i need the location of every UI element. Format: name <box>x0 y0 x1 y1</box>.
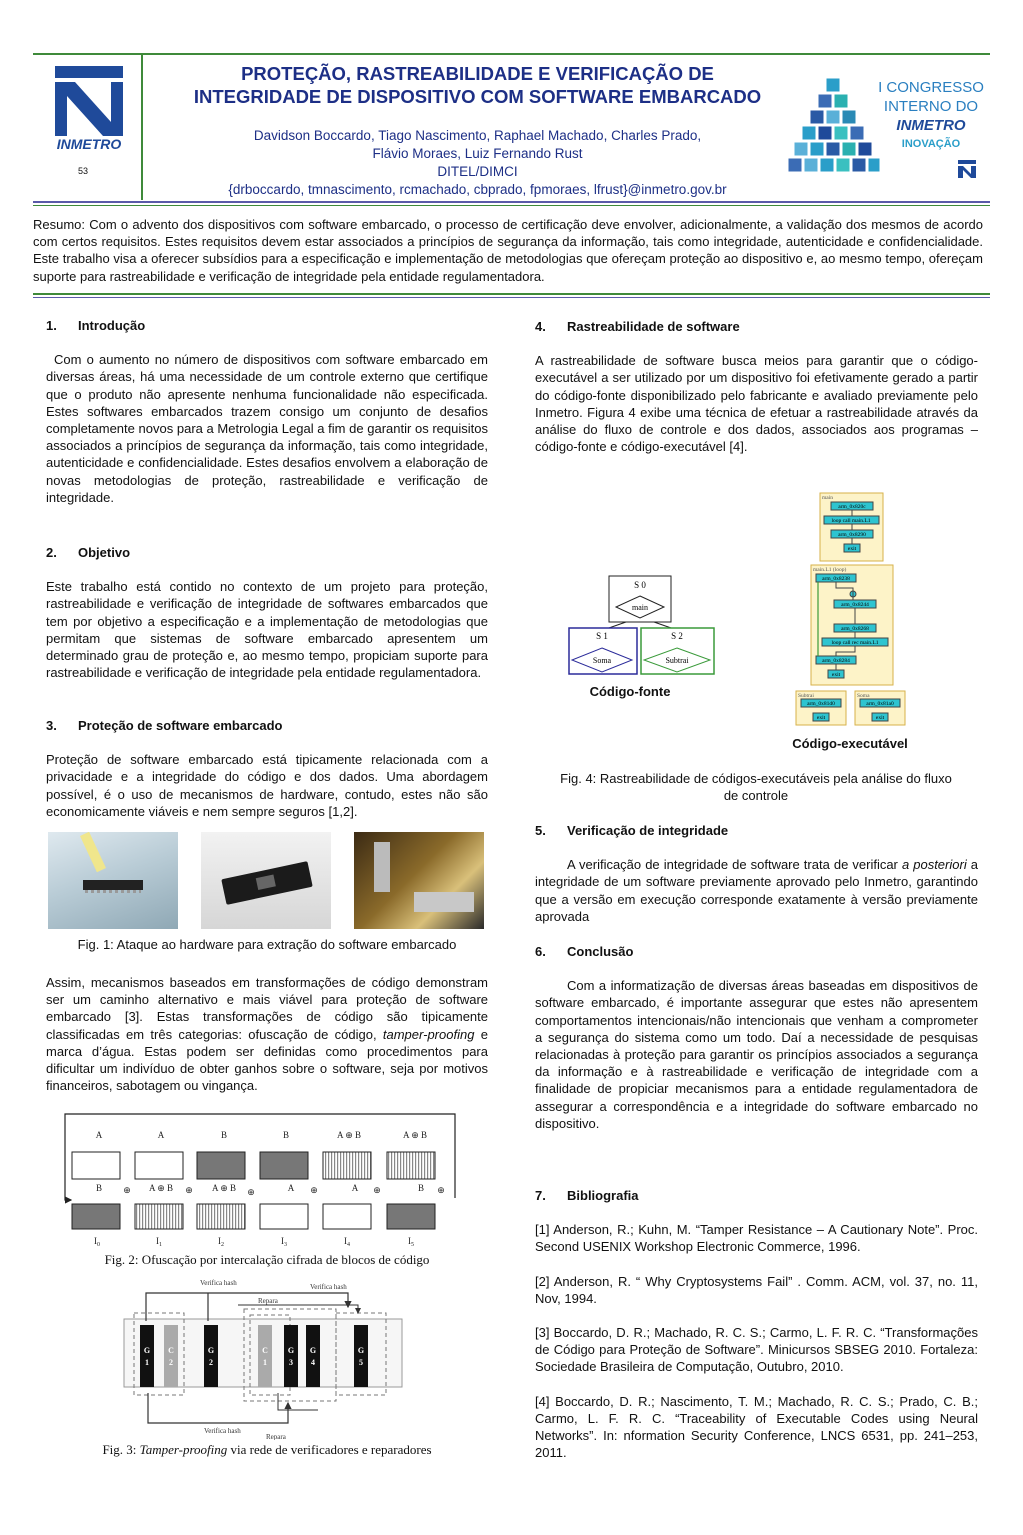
fig4-caption: Fig. 4: Rastreabilidade de códigos-executáveis pela análise do fluxo de controle <box>560 771 952 803</box>
section-verificacao <box>535 822 978 925</box>
fig2-top-label-5: A ⊕ B <box>402 1130 428 1140</box>
fig4-exe-soma-title: Soma <box>857 693 870 699</box>
fig2-top-block-5 <box>387 1152 435 1179</box>
section-heading: 4. Rastreabilidade de software <box>535 319 740 334</box>
fig2-bottom-label-2: $I_2$ <box>218 1236 224 1248</box>
chip-probe-photo <box>48 832 178 929</box>
fig2-mid-label-5: B <box>417 1183 425 1193</box>
page-number: 53 <box>78 166 89 176</box>
section-heading: 3. Proteção de software embarcado <box>46 718 283 733</box>
fig4-exe-soma-node-1: exit <box>875 715 885 721</box>
congress-line2: INTERNO DO <box>883 98 979 115</box>
fig3-label-verifica-top2: Verifica hash <box>310 1283 347 1291</box>
fig4-exe-loop-node-4: arm_0x8284 <box>822 658 850 664</box>
fig2-top-label-4: A ⊕ B <box>336 1130 362 1140</box>
fig3-label-verifica-bottom: Verifica hash <box>204 1427 241 1435</box>
svg-text:2: 2 <box>209 1358 213 1367</box>
fig2-xor-4: ⊕ <box>373 1185 381 1195</box>
fig2-top-block-2 <box>197 1152 245 1179</box>
svg-text:G: G <box>143 1346 151 1355</box>
cube-pyramid-icon <box>786 68 881 183</box>
fig2-top-label-3: B <box>282 1130 290 1140</box>
lab-equipment-photo <box>354 832 484 929</box>
abstract-green-rule <box>33 293 990 295</box>
congress-line4: INOVAÇÃO <box>901 138 961 150</box>
fig4-soma: Soma <box>592 656 612 665</box>
fig4-exe-loop-node-5: exit <box>831 672 841 678</box>
fig4-source-label: Código-fonte <box>589 684 671 699</box>
fig2-bottom-label-0: $I_0$ <box>94 1236 100 1248</box>
fig2-caption: Fig. 2: Ofuscação por intercalação cifrada de blocos de código <box>104 1252 430 1267</box>
fig4-diagram <box>560 488 920 753</box>
congress-line1: I CONGRESSO <box>878 79 984 96</box>
fig2-bottom-block-0 <box>72 1204 120 1229</box>
fig4-exe-main-node-2: arm_0x8290 <box>838 532 866 538</box>
reference-item: [4] Boccardo, D. R.; Nascimento, T. M.; Machado, R. C. S.; Prado, C. B.; Carmo, L. F. R. C. “Traceability of Executable Codes using Neural Networks”. In: nformation Security Conference, LNCS 6531, pp. 241–253, 2011. <box>535 1393 978 1461</box>
fig2-bottom-block-4 <box>323 1204 371 1229</box>
fig3-label-verifica-top: Verifica hash <box>200 1279 237 1287</box>
fig2-top-label-2: B <box>220 1130 228 1140</box>
fig2-bottom-block-3 <box>260 1204 308 1229</box>
fig2-xor-5: ⊕ <box>437 1185 445 1195</box>
section-text: Com a informatização de diversas áreas baseadas em dispositivos de software embarcado, é importante assegurar que estes não apresentem comportamentos intencionais/não intencionais que venham a comprometer a segurança do sistema como um todo. Daí a necessidade de pesquisas relacionadas à proteção para garantir os princípios associados a segurança da informação e à rastreabilidade e verificação de integridade com a finalidade de propiciar mecanismos para a entidade regulamentadora de assegurar a correspondência e a integridade do software embarcado no dispositivo. <box>535 978 978 1131</box>
fig4-exe-loop-node-2: arm_0x8268 <box>841 626 869 632</box>
fig2-top-label-1: A <box>157 1130 165 1140</box>
fig4-exe-main-node-1: loop call main.L1 <box>831 518 871 524</box>
fig2-bottom-label-4: $I_4$ <box>344 1236 350 1248</box>
fig3-block-g3 <box>284 1325 298 1387</box>
congress-logo <box>786 68 986 188</box>
svg-text:C: C <box>168 1346 174 1355</box>
svg-text:G: G <box>309 1346 317 1355</box>
fig3-block-g5 <box>354 1325 368 1387</box>
fig4-exe-sub-node-1: exit <box>816 715 826 721</box>
svg-text:4: 4 <box>311 1358 315 1367</box>
fig2-bottom-label-3: $I_3$ <box>281 1236 287 1248</box>
congress-line3: INMETRO <box>896 117 966 134</box>
reference-item: [3] Boccardo, D. R.; Machado, R. C. S.; Carmo, L. F. R. C. “Transformações de Código para Proteção de Software”. Minicursos SBSEG 2010. Fortaleza: Sociedade Brasileira de Computação, Outubro, 2010. <box>535 1325 978 1375</box>
fig4-subtrai: Subtrai <box>665 656 689 665</box>
section-protecao <box>46 717 488 820</box>
fig4-exe-main-title: main <box>822 495 833 501</box>
section-protecao-cont: Assim, mecanismos baseados em transformações de código demonstram ser um caminho alternativo e mais viável para proteção de software embarcado [3]. Estas transformações de código são tipicamente classificadas em três categorias: ofuscação de código, tamper-proofing e marca d’água. Estas podem ser definidas como procedimentos para dificultar um indivíduo de obter ganhos sobre o software, seja por motivos financeiros, sabotagem ou vingança. <box>46 975 488 1094</box>
svg-text:G: G <box>357 1346 365 1355</box>
fig2-xor-0: ⊕ <box>123 1185 131 1195</box>
svg-text:5: 5 <box>359 1358 363 1367</box>
fig2-mid-label-3: A <box>287 1183 295 1193</box>
fig3-block-g4 <box>306 1325 320 1387</box>
fig2-diagram <box>55 1110 465 1250</box>
section-text: Este trabalho está contido no contexto de um projeto para proteção, rastreabilidade e verificação de integridade de softwares embarcados que tem por objetivo a especificação e a implementação de metodologias que permitam que sistemas de software embarcado apresentem um determinado grau de proteção e, ao mesmo tempo, propiciam suporte para rastreabilidade e verificação de integridade pela entidade regulamentadora. <box>46 579 488 681</box>
fig3-label-repara-bottom: Repara <box>266 1433 286 1440</box>
fig3-block-g1 <box>140 1325 154 1387</box>
chip-photo <box>201 832 331 929</box>
fig4-s1: S 1 <box>596 631 608 641</box>
abstract: Resumo: Com o advento dos dispositivos com software embarcado, o processo de certificação deve envolver, adicionalmente, a validação dos mesmos de acordo com certos requisitos. Estes requisitos devem estar associados a princípios de segurança da informação, tais como integridade, autenticidade e confidencialidade. Este trabalho visa a oferecer subsídios para a especificação e implementação de metodologias que ofereçam proteção ao dispositivo e, ao mesmo tempo, ofereçam suporte para rastreabilidade e verificação de integridade pela entidade regulamentadora. <box>33 217 983 284</box>
fig2-top-block-0 <box>72 1152 120 1179</box>
page-title: PROTEÇÃO, RASTREABILIDADE E VERIFICAÇÃO DE INTEGRIDADE DE DISPOSITIVO COM SOFTWARE EMBARCADO <box>193 63 762 107</box>
section-heading: 5. Verificação de integridade <box>535 823 729 838</box>
section-text: A rastreabilidade de software busca meios para garantir que o código-executável a ser utilizado por um dispositivo foi efetivamente gerado a partir do código-fonte disponibilizado pelo fabricante e avaliado previamente pelo Inmetro. Figura 4 exibe uma técnica de efetuar a rastreabilidade através da análise do fluxo de controle e dos dados, associados aos programas – código-fonte e código-executável [4]. <box>535 353 978 455</box>
fig2-top-label-0: A <box>95 1130 103 1140</box>
fig2-xor-3: ⊕ <box>310 1185 318 1195</box>
fig4-exe-main-node-0: arm_0x820c <box>838 504 866 510</box>
header-green-rule <box>33 205 990 206</box>
reference-item: [2] Anderson, R. “ Why Cryptosystems Fail” . Comm. ACM, vol. 37, no. 11, Nov, 1994. <box>535 1273 978 1306</box>
fig2-bottom-label-1: $I_1$ <box>156 1236 162 1248</box>
section-objetivo <box>46 544 488 681</box>
svg-text:3: 3 <box>289 1358 293 1367</box>
fig4-exe-sub-node-0: arm_0x81d0 <box>807 701 835 707</box>
fig4-exe-loop-node-3: loop call rec main.L1 <box>831 640 879 646</box>
fig4-exe-sub-title: Subtrai <box>798 693 814 699</box>
svg-text:C: C <box>262 1346 268 1355</box>
fig4-exe-loop-title: main.L1 (loop) <box>813 567 847 573</box>
header-purple-rule <box>33 201 990 203</box>
section-text: Proteção de software embarcado está tipicamente relacionada com a privacidade e a integridade do código e dos dados. Uma abordagem possível, é o uso de mecanismos de hardware, contudo, estes não são economicamente viáveis e nem sempre seguros [1,2]. <box>46 752 488 819</box>
reference-item: [1] Anderson, R.; Kuhn, M. “Tamper Resistance – A Cautionary Note”. Proc. Second USENIX Workshop Electronic Commerce, 1996. <box>535 1222 978 1255</box>
fig3-diagram <box>118 1275 408 1440</box>
inmetro-small-icon <box>956 160 978 180</box>
svg-text:G: G <box>207 1346 215 1355</box>
section-conclusao <box>535 943 978 1132</box>
inmetro-logo-text: INMETRO <box>56 136 122 152</box>
section-text: A verificação de integridade de software trata de verificar a posteriori a integridade de um software previamente aprovado pelo Inmetro, garantindo que a versão em execução corresponde exatamente à versão previamente aprovada <box>535 857 979 924</box>
fig4-exe-soma-node-0: arm_0x81a0 <box>866 701 894 707</box>
fig4-exe-label: Código-executável <box>792 736 908 751</box>
section-heading: 7. Bibliografia <box>535 1188 639 1203</box>
fig4-s0: S 0 <box>634 580 646 590</box>
fig3-label-repara-top: Repara <box>258 1297 278 1305</box>
fig2-bottom-block-2 <box>197 1204 245 1229</box>
fig3-block-c1 <box>258 1325 272 1387</box>
section-heading: 1. Introdução <box>46 318 146 333</box>
fig2-xor-1: ⊕ <box>185 1185 193 1195</box>
svg-text:2: 2 <box>169 1358 173 1367</box>
top-green-rule <box>33 53 990 55</box>
svg-text:G: G <box>287 1346 295 1355</box>
fig2-top-block-1 <box>135 1152 183 1179</box>
section-introducao <box>46 317 488 506</box>
fig2-top-block-3 <box>260 1152 308 1179</box>
section-heading: 2. Objetivo <box>46 545 131 560</box>
svg-text:1: 1 <box>145 1358 149 1367</box>
fig1-caption: Fig. 1: Ataque ao hardware para extração do software embarcado <box>77 937 457 952</box>
fig2-mid-label-2: A ⊕ B <box>211 1183 237 1193</box>
fig2-bottom-label-5: $I_5$ <box>408 1236 414 1248</box>
abstract-purple-rule <box>33 297 990 298</box>
section-text: Com o aumento no número de dispositivos com software embarcado em diversas áreas, há uma necessidade de um controle externo que certifique que o produto não apresente nenhuma funcionalidade não especificada. Estes softwares embarcados trazem consigo um conjunto de desafios completamente novos para a Metrologia Legal a fim de garantir os requisitos associados a princípios de segurança da informação, tais como integridade, autenticidade e confidencialidade. Estes desafios envolvem a elaboração de novas metodologias de proteção, rastreabilidade e verificação de integridade. <box>46 352 488 505</box>
svg-text:1: 1 <box>263 1358 267 1367</box>
fig4-exe-main-node-3: exit <box>847 546 857 552</box>
fig2-xor-2: ⊕ <box>247 1187 255 1197</box>
fig4-main: main <box>632 603 648 612</box>
fig2-mid-label-0: B <box>95 1183 103 1193</box>
section-bibliografia <box>535 1187 978 1461</box>
fig4-exe-loop-node-0: arm_0x8238 <box>822 576 850 582</box>
fig3-caption: Fig. 3: Tamper-proofing via rede de verificadores e reparadores <box>102 1442 432 1457</box>
fig4-s2: S 2 <box>671 631 683 641</box>
section-heading: 6. Conclusão <box>535 944 634 959</box>
header-divider <box>141 55 143 200</box>
fig2-bottom-block-1 <box>135 1204 183 1229</box>
fig2-mid-label-1: A ⊕ B <box>148 1183 174 1193</box>
authors-block: Davidson Boccardo, Tiago Nascimento, Raphael Machado, Charles Prado, Flávio Moraes, Luiz Fernando Rust DITEL/DIMCI {drboccardo, tmnascimento, rcmachado, cbprado, fpmoraes, lfrust}@inmetro.gov.br <box>228 128 727 197</box>
fig2-top-block-4 <box>323 1152 371 1179</box>
fig3-block-c2 <box>164 1325 178 1387</box>
section-rastreabilidade <box>535 318 978 455</box>
fig2-bottom-block-5 <box>387 1204 435 1229</box>
fig3-block-g2 <box>204 1325 218 1387</box>
fig2-mid-label-4: A <box>351 1183 359 1193</box>
fig4-exe-loop-node-1: arm_0x8244 <box>841 602 869 608</box>
inmetro-logo <box>53 66 125 152</box>
